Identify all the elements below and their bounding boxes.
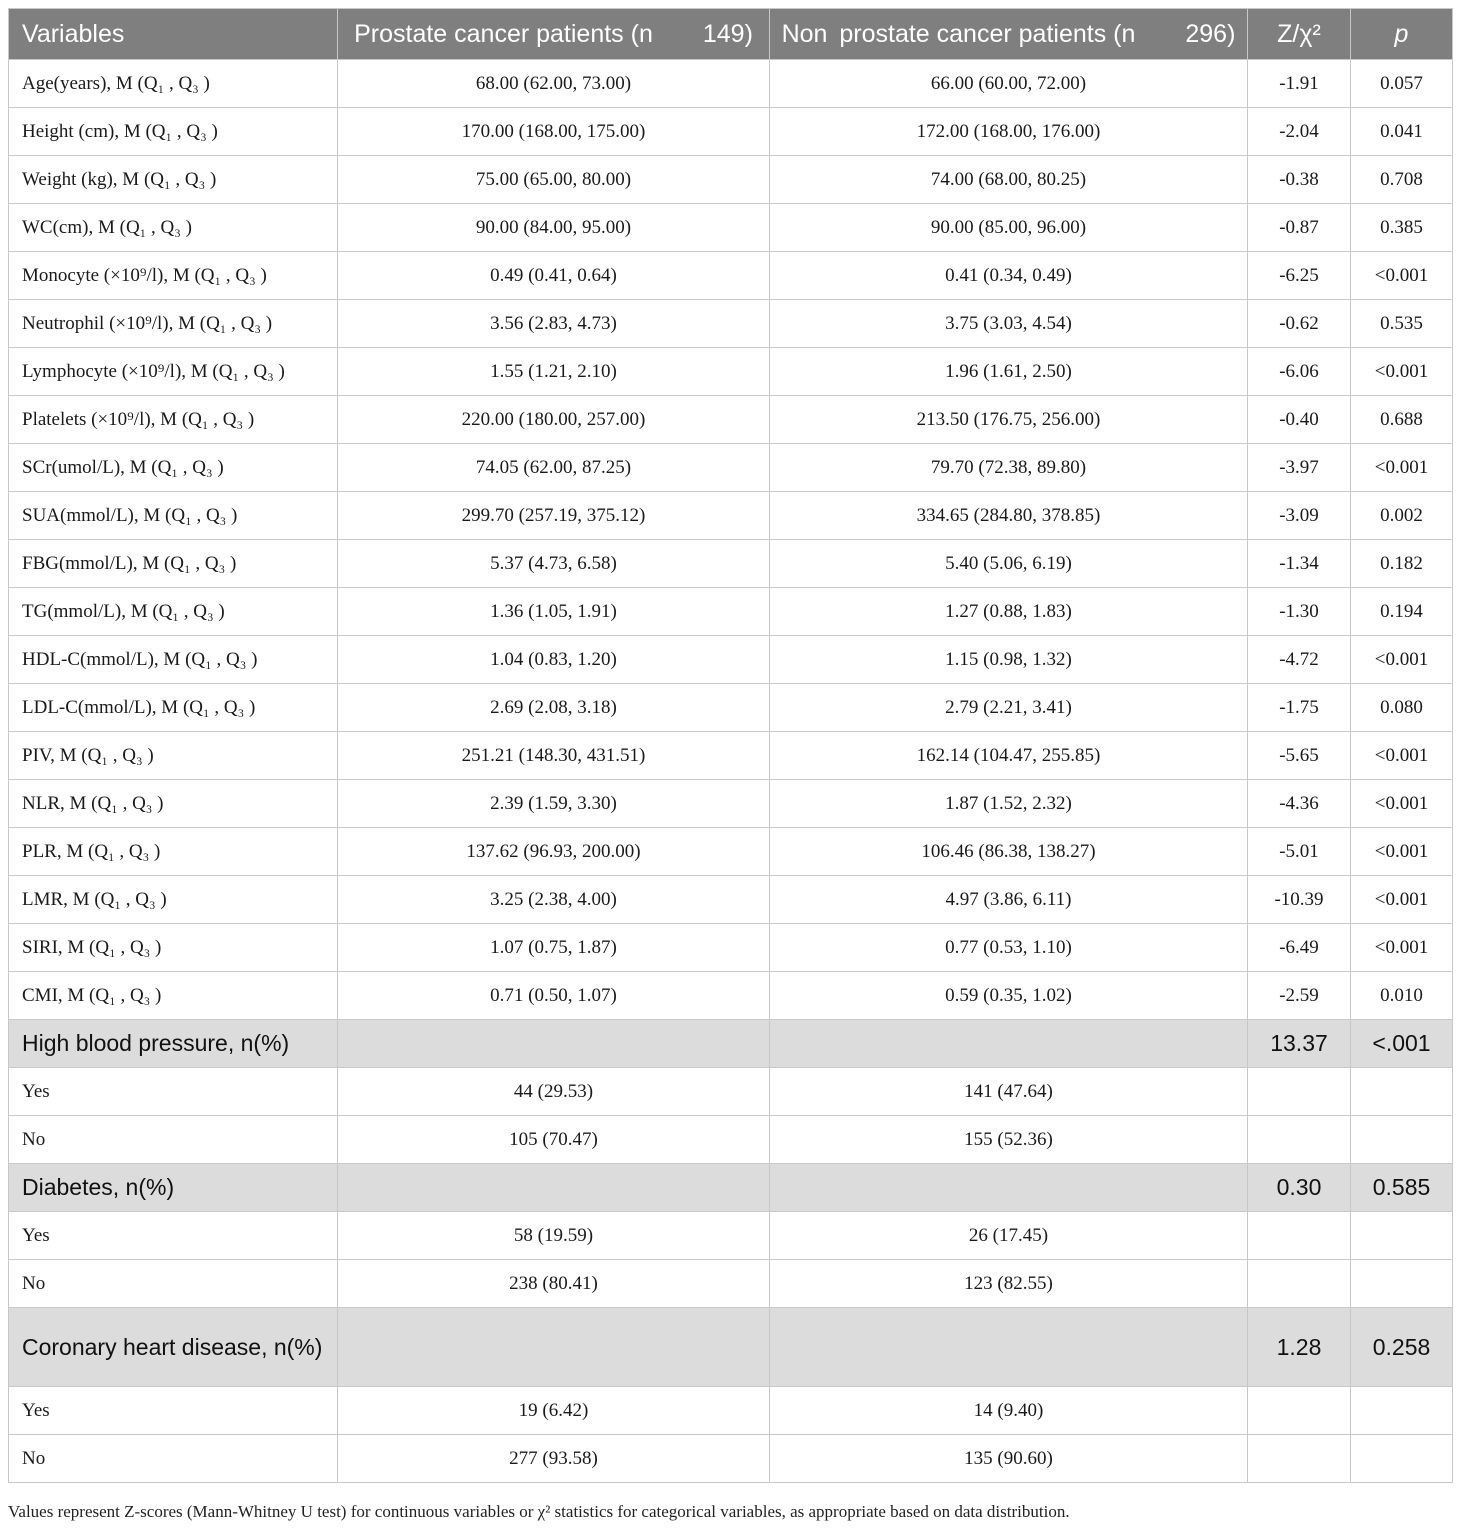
variable-cell: PIV, M (Q₁ , Q₃ ): [9, 732, 338, 780]
header-z-chi2: Z/χ²: [1248, 9, 1351, 60]
table-row: [9, 636, 1453, 684]
non-prostate-cancer-cell: 1.15 (0.98, 1.32): [770, 636, 1248, 684]
table-row: [9, 684, 1453, 732]
prostate-cancer-cell: 58 (19.59): [338, 1212, 770, 1260]
variable-cell: Yes: [9, 1212, 338, 1260]
table-row: [9, 492, 1453, 540]
z-chi2-cell: -1.91: [1248, 60, 1351, 108]
non-prostate-cancer-cell: 0.77 (0.53, 1.10): [770, 924, 1248, 972]
variable-cell: High blood pressure, n(%): [9, 1020, 338, 1068]
z-chi2-cell: -6.49: [1248, 924, 1351, 972]
z-chi2-cell: 1.28: [1248, 1308, 1351, 1387]
prostate-cancer-cell: [338, 1308, 770, 1387]
non-prostate-cancer-cell: 106.46 (86.38, 138.27): [770, 828, 1248, 876]
z-chi2-cell: -4.72: [1248, 636, 1351, 684]
section-row: [9, 1164, 1453, 1212]
table-row: [9, 108, 1453, 156]
variable-cell: No: [9, 1116, 338, 1164]
p-value-cell: <0.001: [1351, 780, 1453, 828]
p-value-cell: <0.001: [1351, 252, 1453, 300]
table-body: [9, 60, 1453, 1483]
prostate-cancer-cell: 2.69 (2.08, 3.18): [338, 684, 770, 732]
table-row: [9, 540, 1453, 588]
variable-cell: SIRI, M (Q₁ , Q₃ ): [9, 924, 338, 972]
table-row: [9, 780, 1453, 828]
p-value-cell: 0.258: [1351, 1308, 1453, 1387]
p-value-cell: [1351, 1387, 1453, 1435]
z-chi2-cell: -0.38: [1248, 156, 1351, 204]
variable-cell: TG(mmol/L), M (Q₁ , Q₃ ): [9, 588, 338, 636]
non-prostate-cancer-cell: 334.65 (284.80, 378.85): [770, 492, 1248, 540]
p-value-cell: 0.194: [1351, 588, 1453, 636]
z-chi2-cell: [1248, 1212, 1351, 1260]
variable-cell: Coronary heart disease, n(%): [9, 1308, 338, 1387]
header-variables: Variables: [9, 9, 338, 60]
prostate-cancer-cell: 3.25 (2.38, 4.00): [338, 876, 770, 924]
z-chi2-cell: -1.30: [1248, 588, 1351, 636]
table-row: [9, 1212, 1453, 1260]
non-prostate-cancer-cell: 213.50 (176.75, 256.00): [770, 396, 1248, 444]
non-prostate-cancer-cell: [770, 1164, 1248, 1212]
table-container: [8, 8, 1452, 1483]
non-prostate-cancer-cell: 14 (9.40): [770, 1387, 1248, 1435]
prostate-cancer-cell: 19 (6.42): [338, 1387, 770, 1435]
z-chi2-cell: -0.40: [1248, 396, 1351, 444]
z-chi2-cell: [1248, 1387, 1351, 1435]
prostate-cancer-cell: 90.00 (84.00, 95.00): [338, 204, 770, 252]
non-prostate-cancer-cell: 141 (47.64): [770, 1068, 1248, 1116]
non-prostate-cancer-cell: 0.41 (0.34, 0.49): [770, 252, 1248, 300]
prostate-cancer-cell: 170.00 (168.00, 175.00): [338, 108, 770, 156]
table-row: [9, 1260, 1453, 1308]
p-value-cell: <0.001: [1351, 828, 1453, 876]
variable-cell: LDL-C(mmol/L), M (Q₁ , Q₃ ): [9, 684, 338, 732]
non-prostate-cancer-cell: 1.96 (1.61, 2.50): [770, 348, 1248, 396]
table-row: [9, 204, 1453, 252]
variable-cell: PLR, M (Q₁ , Q₃ ): [9, 828, 338, 876]
p-value-cell: 0.002: [1351, 492, 1453, 540]
p-value-cell: <0.001: [1351, 444, 1453, 492]
prostate-cancer-cell: 68.00 (62.00, 73.00): [338, 60, 770, 108]
p-value-cell: 0.010: [1351, 972, 1453, 1020]
p-value-cell: 0.080: [1351, 684, 1453, 732]
table-row: [9, 1068, 1453, 1116]
z-chi2-cell: -1.75: [1248, 684, 1351, 732]
z-chi2-cell: [1248, 1435, 1351, 1483]
non-prostate-cancer-cell: 2.79 (2.21, 3.41): [770, 684, 1248, 732]
section-row: [9, 1308, 1453, 1387]
p-value-cell: <0.001: [1351, 876, 1453, 924]
variable-cell: Weight (kg), M (Q₁ , Q₃ ): [9, 156, 338, 204]
prostate-cancer-cell: 1.55 (1.21, 2.10): [338, 348, 770, 396]
variable-cell: Platelets (×10⁹/l), M (Q₁ , Q₃ ): [9, 396, 338, 444]
non-prostate-cancer-cell: 5.40 (5.06, 6.19): [770, 540, 1248, 588]
p-value-cell: 0.041: [1351, 108, 1453, 156]
variable-cell: SUA(mmol/L), M (Q₁ , Q₃ ): [9, 492, 338, 540]
z-chi2-cell: 0.30: [1248, 1164, 1351, 1212]
z-chi2-cell: -0.62: [1248, 300, 1351, 348]
z-chi2-cell: -6.25: [1248, 252, 1351, 300]
variable-cell: No: [9, 1260, 338, 1308]
variable-cell: Yes: [9, 1068, 338, 1116]
prostate-cancer-cell: 137.62 (96.93, 200.00): [338, 828, 770, 876]
p-value-cell: [1351, 1068, 1453, 1116]
table-row: [9, 924, 1453, 972]
header-non-prostate-cancer: Non prostate cancer patients (n 296): [770, 9, 1248, 60]
table-row: [9, 348, 1453, 396]
section-row: [9, 1020, 1453, 1068]
prostate-cancer-cell: 75.00 (65.00, 80.00): [338, 156, 770, 204]
z-chi2-cell: -6.06: [1248, 348, 1351, 396]
non-prostate-cancer-cell: 155 (52.36): [770, 1116, 1248, 1164]
variable-cell: WC(cm), M (Q₁ , Q₃ ): [9, 204, 338, 252]
p-value-cell: [1351, 1260, 1453, 1308]
table-row: [9, 252, 1453, 300]
non-prostate-cancer-cell: [770, 1308, 1248, 1387]
table-row: [9, 1116, 1453, 1164]
p-value-cell: <.001: [1351, 1020, 1453, 1068]
p-value-cell: 0.182: [1351, 540, 1453, 588]
p-value-cell: 0.688: [1351, 396, 1453, 444]
variable-cell: Yes: [9, 1387, 338, 1435]
table-row: [9, 588, 1453, 636]
variable-cell: CMI, M (Q₁ , Q₃ ): [9, 972, 338, 1020]
prostate-cancer-cell: 1.04 (0.83, 1.20): [338, 636, 770, 684]
variable-cell: HDL-C(mmol/L), M (Q₁ , Q₃ ): [9, 636, 338, 684]
p-value-cell: 0.385: [1351, 204, 1453, 252]
z-chi2-cell: [1248, 1068, 1351, 1116]
z-chi2-cell: -2.04: [1248, 108, 1351, 156]
z-chi2-cell: [1248, 1116, 1351, 1164]
header-row: [9, 9, 1453, 60]
prostate-cancer-cell: 0.71 (0.50, 1.07): [338, 972, 770, 1020]
variable-cell: No: [9, 1435, 338, 1483]
non-prostate-cancer-cell: 135 (90.60): [770, 1435, 1248, 1483]
table-row: [9, 1387, 1453, 1435]
prostate-cancer-cell: 2.39 (1.59, 3.30): [338, 780, 770, 828]
header-prostate-cancer: Prostate cancer patients (n 149): [338, 9, 770, 60]
variable-cell: Lymphocyte (×10⁹/l), M (Q₁ , Q₃ ): [9, 348, 338, 396]
table-row: [9, 156, 1453, 204]
z-chi2-cell: -1.34: [1248, 540, 1351, 588]
non-prostate-cancer-cell: 4.97 (3.86, 6.11): [770, 876, 1248, 924]
z-chi2-cell: -0.87: [1248, 204, 1351, 252]
prostate-cancer-cell: 299.70 (257.19, 375.12): [338, 492, 770, 540]
variable-cell: Monocyte (×10⁹/l), M (Q₁ , Q₃ ): [9, 252, 338, 300]
z-chi2-cell: -10.39: [1248, 876, 1351, 924]
p-value-cell: 0.057: [1351, 60, 1453, 108]
p-value-cell: [1351, 1435, 1453, 1483]
p-value-cell: <0.001: [1351, 924, 1453, 972]
non-prostate-cancer-cell: 74.00 (68.00, 80.25): [770, 156, 1248, 204]
non-prostate-cancer-cell: 1.27 (0.88, 1.83): [770, 588, 1248, 636]
z-chi2-cell: -2.59: [1248, 972, 1351, 1020]
variable-cell: NLR, M (Q₁ , Q₃ ): [9, 780, 338, 828]
prostate-cancer-cell: 3.56 (2.83, 4.73): [338, 300, 770, 348]
table-row: [9, 300, 1453, 348]
non-prostate-cancer-cell: 0.59 (0.35, 1.02): [770, 972, 1248, 1020]
p-value-cell: <0.001: [1351, 732, 1453, 780]
z-chi2-cell: -3.97: [1248, 444, 1351, 492]
table-row: [9, 1435, 1453, 1483]
p-value-cell: 0.535: [1351, 300, 1453, 348]
z-chi2-cell: [1248, 1260, 1351, 1308]
prostate-cancer-cell: 1.36 (1.05, 1.91): [338, 588, 770, 636]
table-row: [9, 444, 1453, 492]
variable-cell: SCr(umol/L), M (Q₁ , Q₃ ): [9, 444, 338, 492]
non-prostate-cancer-cell: 26 (17.45): [770, 1212, 1248, 1260]
prostate-cancer-cell: 238 (80.41): [338, 1260, 770, 1308]
variable-cell: FBG(mmol/L), M (Q₁ , Q₃ ): [9, 540, 338, 588]
variable-cell: Neutrophil (×10⁹/l), M (Q₁ , Q₃ ): [9, 300, 338, 348]
non-prostate-cancer-cell: 66.00 (60.00, 72.00): [770, 60, 1248, 108]
table-row: [9, 828, 1453, 876]
z-chi2-cell: 13.37: [1248, 1020, 1351, 1068]
non-prostate-cancer-cell: 172.00 (168.00, 176.00): [770, 108, 1248, 156]
non-prostate-cancer-cell: 79.70 (72.38, 89.80): [770, 444, 1248, 492]
prostate-cancer-cell: 0.49 (0.41, 0.64): [338, 252, 770, 300]
z-chi2-cell: -5.01: [1248, 828, 1351, 876]
prostate-cancer-cell: 44 (29.53): [338, 1068, 770, 1116]
z-chi2-cell: -5.65: [1248, 732, 1351, 780]
table-row: [9, 732, 1453, 780]
table-footnote: Values represent Z-scores (Mann-Whitney U test) for continuous variables or χ² statistics for categorical variables, as appropriate based on data distribution.: [8, 1502, 1070, 1521]
p-value-cell: 0.585: [1351, 1164, 1453, 1212]
variable-cell: LMR, M (Q₁ , Q₃ ): [9, 876, 338, 924]
prostate-cancer-cell: 5.37 (4.73, 6.58): [338, 540, 770, 588]
table-row: [9, 396, 1453, 444]
prostate-cancer-cell: 105 (70.47): [338, 1116, 770, 1164]
prostate-cancer-cell: 251.21 (148.30, 431.51): [338, 732, 770, 780]
comparison-table: [8, 8, 1453, 1483]
variable-cell: Height (cm), M (Q₁ , Q₃ ): [9, 108, 338, 156]
table-row: [9, 876, 1453, 924]
prostate-cancer-cell: 277 (93.58): [338, 1435, 770, 1483]
prostate-cancer-cell: 1.07 (0.75, 1.87): [338, 924, 770, 972]
prostate-cancer-cell: 74.05 (62.00, 87.25): [338, 444, 770, 492]
non-prostate-cancer-cell: 1.87 (1.52, 2.32): [770, 780, 1248, 828]
non-prostate-cancer-cell: 3.75 (3.03, 4.54): [770, 300, 1248, 348]
non-prostate-cancer-cell: 90.00 (85.00, 96.00): [770, 204, 1248, 252]
non-prostate-cancer-cell: 162.14 (104.47, 255.85): [770, 732, 1248, 780]
z-chi2-cell: -3.09: [1248, 492, 1351, 540]
p-value-cell: <0.001: [1351, 636, 1453, 684]
table-row: [9, 972, 1453, 1020]
header-p-value: p: [1351, 9, 1453, 60]
p-value-cell: [1351, 1212, 1453, 1260]
p-value-cell: 0.708: [1351, 156, 1453, 204]
variable-cell: Diabetes, n(%): [9, 1164, 338, 1212]
variable-cell: Age(years), M (Q₁ , Q₃ ): [9, 60, 338, 108]
p-value-cell: <0.001: [1351, 348, 1453, 396]
non-prostate-cancer-cell: 123 (82.55): [770, 1260, 1248, 1308]
table-row: [9, 60, 1453, 108]
prostate-cancer-cell: [338, 1164, 770, 1212]
non-prostate-cancer-cell: [770, 1020, 1248, 1068]
p-value-cell: [1351, 1116, 1453, 1164]
z-chi2-cell: -4.36: [1248, 780, 1351, 828]
prostate-cancer-cell: [338, 1020, 770, 1068]
prostate-cancer-cell: 220.00 (180.00, 257.00): [338, 396, 770, 444]
